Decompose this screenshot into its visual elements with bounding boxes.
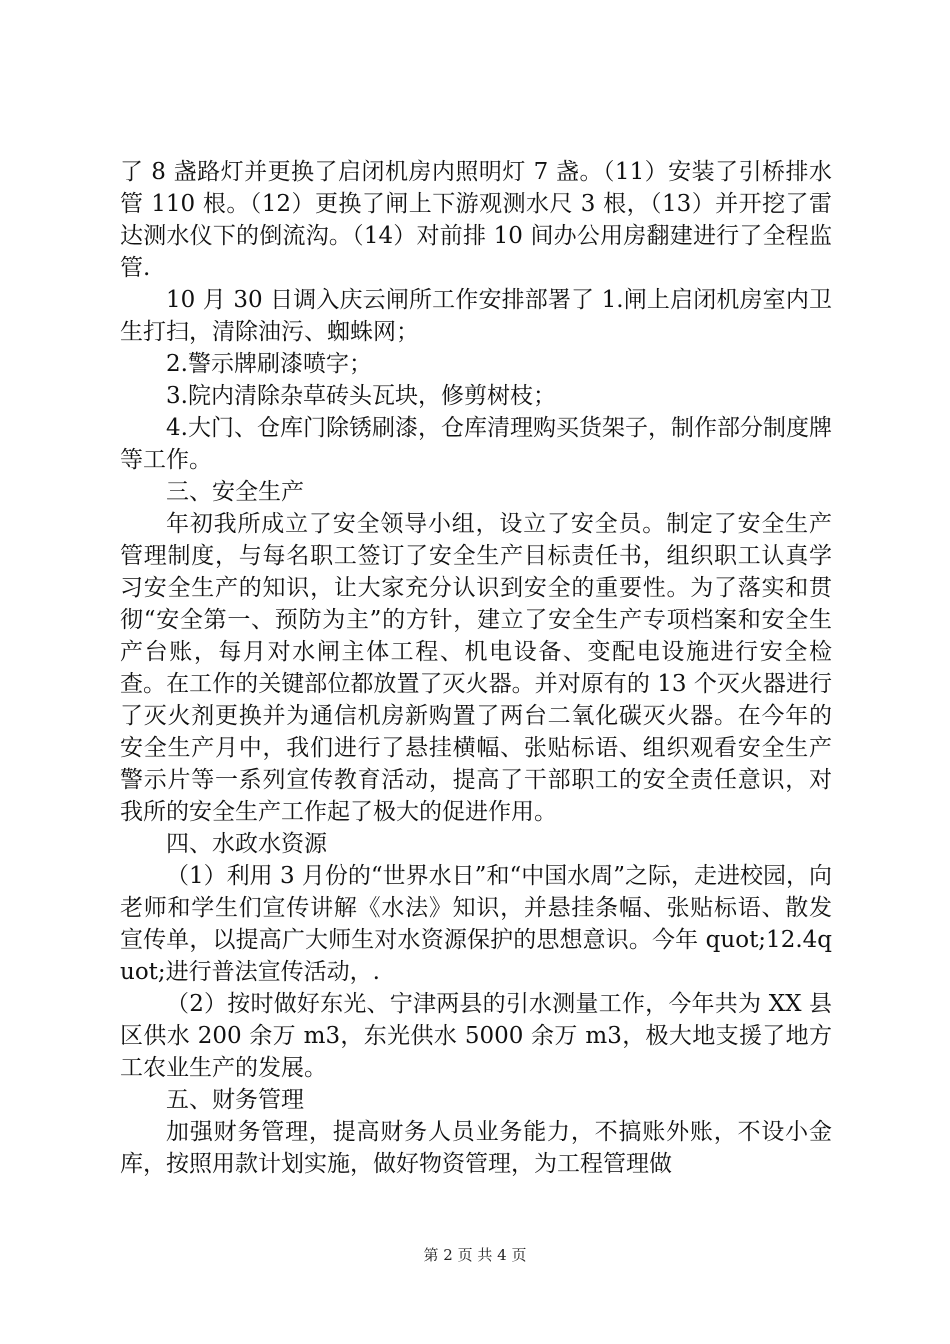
paragraph: 3.院内清除杂草砖头瓦块，修剪树枝；: [166, 383, 556, 409]
paragraph: 2.警示牌刷漆喷字；: [166, 351, 372, 377]
paragraph: 加强财务管理，提高财务人员业务能力，不搞账外账，不设小金库，按照用款计划实施，做好物资管理，为工程管理做: [120, 1119, 832, 1177]
paragraph: （1）利用 3 月份的“世界水日”和“中国水周”之际，走进校园，向老师和学生们宣传讲解《水法》知识，并悬挂条幅、张贴标语、散发宣传单，以提高广大师生对水资源保护的思想意识。今年 quot;12.4quot;进行普法宣传活动，.: [120, 863, 832, 985]
paragraph: 三、安全生产: [166, 479, 304, 505]
page-footer: 第 2 页 共 4 页: [423, 1246, 527, 1264]
paragraph: 了 8 盏路灯并更换了启闭机房内照明灯 7 盏。（11）安装了引桥排水管 110 根。（12）更换了闸上下游观测水尺 3 根，（13）并开挖了雷达测水仪下的倒流沟。（14）对前排 10 间办公用房翻建进行了全程监管.: [120, 159, 832, 281]
paragraph: （2）按时做好东光、宁津两县的引水测量工作，今年共为 XX 县区供水 200 余万 m3，东光供水 5000 余万 m3，极大地支援了地方工农业生产的发展。: [120, 991, 832, 1081]
paragraph: 10 月 30 日调入庆云闸所工作安排部署了 1.闸上启闭机房室内卫生打扫，清除油污、蜘蛛网；: [120, 287, 832, 345]
paragraph: 年初我所成立了安全领导小组，设立了安全员。制定了安全生产管理制度，与每名职工签订了安全生产目标责任书，组织职工认真学习安全生产的知识，让大家充分认识到安全的重要性。为了落实和贯彻“安全第一、预防为主”的方针，建立了安全生产专项档案和安全生产台账，每月对水闸主体工程、机电设备、变配电设施进行安全检查。在工作的关键部位都放置了灭火器。并对原有的 13 个灭火器进行了灭火剂更换并为通信机房新购置了两台二氧化碳灭火器。在今年的安全生产月中，我们进行了悬挂横幅、张贴标语、组织观看安全生产警示片等一系列宣传教育活动，提高了干部职工的安全责任意识，对我所的安全生产工作起了极大的促进作用。: [120, 511, 832, 825]
document-body: [120, 156, 832, 1180]
paragraph: 四、水政水资源: [166, 831, 327, 857]
paragraph: 五、财务管理: [166, 1087, 304, 1113]
paragraph: 4.大门、仓库门除锈刷漆，仓库清理购买货架子，制作部分制度牌等工作。: [120, 415, 832, 473]
